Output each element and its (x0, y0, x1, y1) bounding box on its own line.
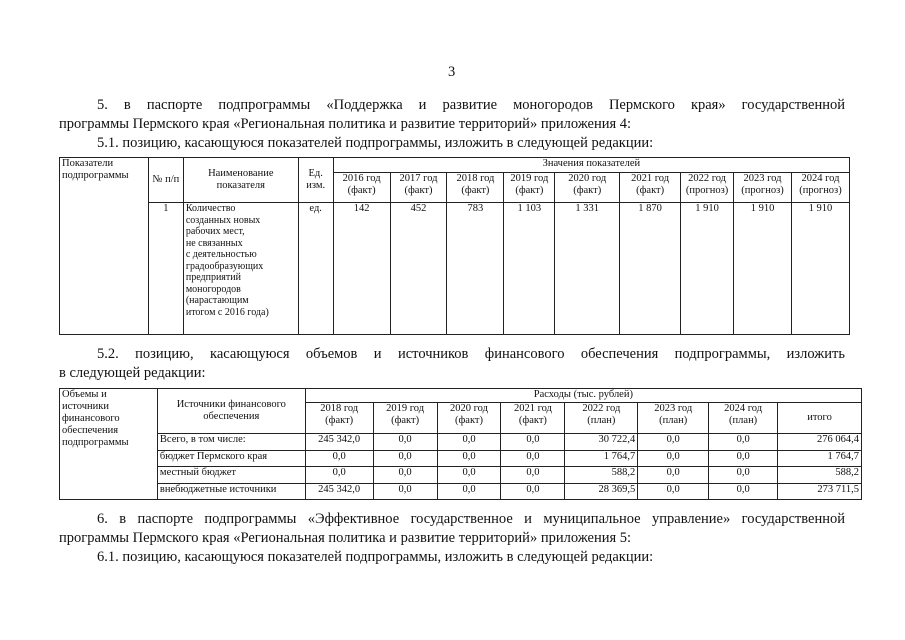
year-kind: (факт) (391, 415, 420, 427)
name-line: не связанных (185, 237, 243, 249)
year-header-cell (620, 173, 681, 203)
amount-cell: 0,0 (305, 467, 373, 483)
unit-header-cell: Ед. изм. (298, 158, 333, 203)
year-kind: (факт) (636, 185, 665, 196)
amount-cell: 0,0 (709, 434, 778, 450)
paragraph-5-2-line1: 5.2. позицию, касающуюся объемов и источников финансового обеспечения подпрограммы, изложить (97, 346, 845, 362)
amount-cell: 30 722,4 (565, 434, 638, 450)
year-kind: (прогноз) (685, 185, 729, 196)
year-kind: (факт) (455, 415, 484, 427)
value-cell: 1 331 (555, 203, 620, 335)
year-label: 2018 год (456, 173, 495, 184)
value-cell: 1 870 (620, 203, 681, 335)
amount-cell: 0,0 (437, 434, 501, 450)
amount-cell: 0,0 (709, 467, 778, 483)
sources-header-cell: Источники финансового обеспечения (157, 389, 305, 434)
paragraph-6-line2: программы Пермского края «Региональная политика и развитие территорий» приложения 5: (59, 530, 632, 546)
year-label: 2022 год (582, 403, 621, 415)
amount-cell: 0,0 (373, 467, 437, 483)
year-kind: (факт) (325, 415, 354, 427)
paragraph-5-1: 5.1. позицию, касающуюся показателей подпрограммы, изложить в следующей редакции: (97, 135, 654, 151)
year-label: 2024 год (801, 173, 840, 184)
year-header-cell (709, 403, 778, 434)
name-header-cell: Наименование показателя (183, 158, 298, 203)
number-header-cell: № п/п (148, 158, 183, 203)
year-kind: (план) (659, 415, 688, 427)
value-cell: 452 (390, 203, 447, 335)
amount-cell: 0,0 (373, 434, 437, 450)
amount-cell: 0,0 (709, 450, 778, 466)
amount-cell: 0,0 (373, 450, 437, 466)
amount-cell: 0,0 (501, 467, 565, 483)
year-label: 2020 год (450, 403, 488, 415)
amount-cell: 0,0 (638, 450, 709, 466)
year-header-cell (791, 173, 849, 203)
year-label: 2019 год (510, 173, 549, 184)
year-header-cell (565, 403, 638, 434)
amount-cell: 0,0 (437, 450, 501, 466)
amount-cell: 588,2 (565, 467, 638, 483)
amount-cell: 0,0 (437, 483, 501, 499)
year-kind: (факт) (404, 185, 433, 196)
year-label: 2023 год (743, 173, 782, 184)
amount-cell: 0,0 (709, 483, 778, 499)
year-label: 2021 год (631, 173, 670, 184)
indicators-table (59, 157, 850, 335)
source-label-cell: бюджет Пермского края (157, 450, 305, 466)
paragraph-6-1: 6.1. позицию, касающуюся показателей подпрограммы, изложить в следующей редакции: (97, 549, 654, 565)
year-header-cell (504, 173, 555, 203)
year-label: 2020 год (568, 173, 607, 184)
source-label-cell: местный бюджет (157, 467, 305, 483)
year-label: 2016 год (342, 173, 381, 184)
value-cell: 1 910 (734, 203, 792, 335)
amount-cell: 0,0 (373, 483, 437, 499)
value-cell: 142 (333, 203, 390, 335)
total-header-cell: итого (778, 403, 862, 434)
year-kind: (факт) (518, 415, 547, 427)
year-header-cell (447, 173, 504, 203)
year-kind: (прогноз) (799, 185, 842, 196)
year-header-cell (734, 173, 792, 203)
name-line: предприятий (185, 272, 241, 283)
amount-cell: 0,0 (638, 434, 709, 450)
indicator-name-cell (183, 203, 298, 335)
amount-cell: 273 711,5 (778, 483, 862, 499)
volumes-header-cell: Объемы и источники финансового обеспечения подпрограммы (60, 389, 158, 500)
value-cell: 783 (447, 203, 504, 335)
source-label-cell: Всего, в том числе: (157, 434, 305, 450)
year-kind: (факт) (461, 185, 490, 196)
paragraph-5-2-line2: в следующей редакции: (59, 365, 206, 381)
year-header-cell (437, 403, 501, 434)
value-cell: 1 103 (504, 203, 555, 335)
row-number-cell: 1 (148, 203, 183, 335)
name-line: моногородов (185, 283, 241, 295)
amount-cell: 28 369,5 (565, 483, 638, 499)
year-header-cell (681, 173, 734, 203)
table-row (60, 450, 862, 466)
year-kind: (прогноз) (741, 185, 784, 196)
amount-cell: 0,0 (501, 434, 565, 450)
year-header-cell (390, 173, 447, 203)
year-label: 2021 год (513, 403, 552, 415)
value-cell: 1 910 (791, 203, 849, 335)
name-line: итогом с 2016 года) (185, 306, 269, 318)
amount-cell: 0,0 (501, 450, 565, 466)
name-line: созданных новых (185, 214, 261, 226)
source-label-cell: внебюджетные источники (157, 483, 305, 499)
amount-cell: 0,0 (437, 467, 501, 483)
year-kind: (факт) (347, 185, 376, 196)
year-kind: (план) (587, 415, 616, 427)
page-number: 3 (448, 64, 456, 80)
year-label: 2024 год (724, 403, 763, 415)
year-kind: (факт) (515, 185, 544, 196)
year-label: 2019 год (386, 403, 425, 415)
amount-cell: 0,0 (638, 483, 709, 499)
year-header-cell (333, 173, 390, 203)
year-label: 2018 год (320, 403, 359, 415)
paragraph-5-line1: 5. в паспорте подпрограммы «Поддержка и развитие моногородов Пермского края» государственной (97, 97, 845, 113)
year-header-cell (373, 403, 437, 434)
year-header-cell (638, 403, 709, 434)
table-row (60, 483, 862, 499)
financing-table (59, 388, 862, 500)
year-kind: (план) (729, 415, 758, 427)
values-header-cell: Значения показателей (333, 158, 849, 173)
year-header-cell (305, 403, 373, 434)
year-header-cell (501, 403, 565, 434)
amount-cell: 276 064,4 (778, 434, 862, 450)
table-row (60, 434, 862, 450)
name-line: Количество (185, 203, 236, 214)
unit-cell: ед. (298, 203, 333, 335)
name-line: с деятельностью (185, 249, 257, 260)
amount-cell: 245 342,0 (305, 434, 373, 450)
amount-cell: 588,2 (778, 467, 862, 483)
year-label: 2017 год (399, 173, 438, 184)
year-kind: (факт) (573, 185, 602, 196)
name-line: градообразующих (185, 260, 264, 272)
amount-cell: 1 764,7 (778, 450, 862, 466)
year-label: 2022 год (688, 173, 727, 184)
paragraph-5-line2: программы Пермского края «Региональная политика и развитие территорий» приложения 4: (59, 116, 632, 132)
indicators-header-cell: Показатели подпрограммы (60, 158, 149, 335)
year-label: 2023 год (654, 403, 693, 415)
amount-cell: 245 342,0 (305, 483, 373, 499)
year-header-cell (555, 173, 620, 203)
name-line: рабочих мест, (185, 226, 245, 237)
amount-cell: 0,0 (638, 467, 709, 483)
amount-cell: 0,0 (501, 483, 565, 499)
amount-cell: 1 764,7 (565, 450, 638, 466)
value-cell: 1 910 (681, 203, 734, 335)
table-row (60, 467, 862, 483)
expenses-header-cell: Расходы (тыс. рублей) (305, 389, 861, 403)
name-line: (нарастающим (185, 295, 249, 306)
paragraph-6-line1: 6. в паспорте подпрограммы «Эффективное государственное и муниципальное управление» государственной (97, 511, 845, 527)
amount-cell: 0,0 (305, 450, 373, 466)
